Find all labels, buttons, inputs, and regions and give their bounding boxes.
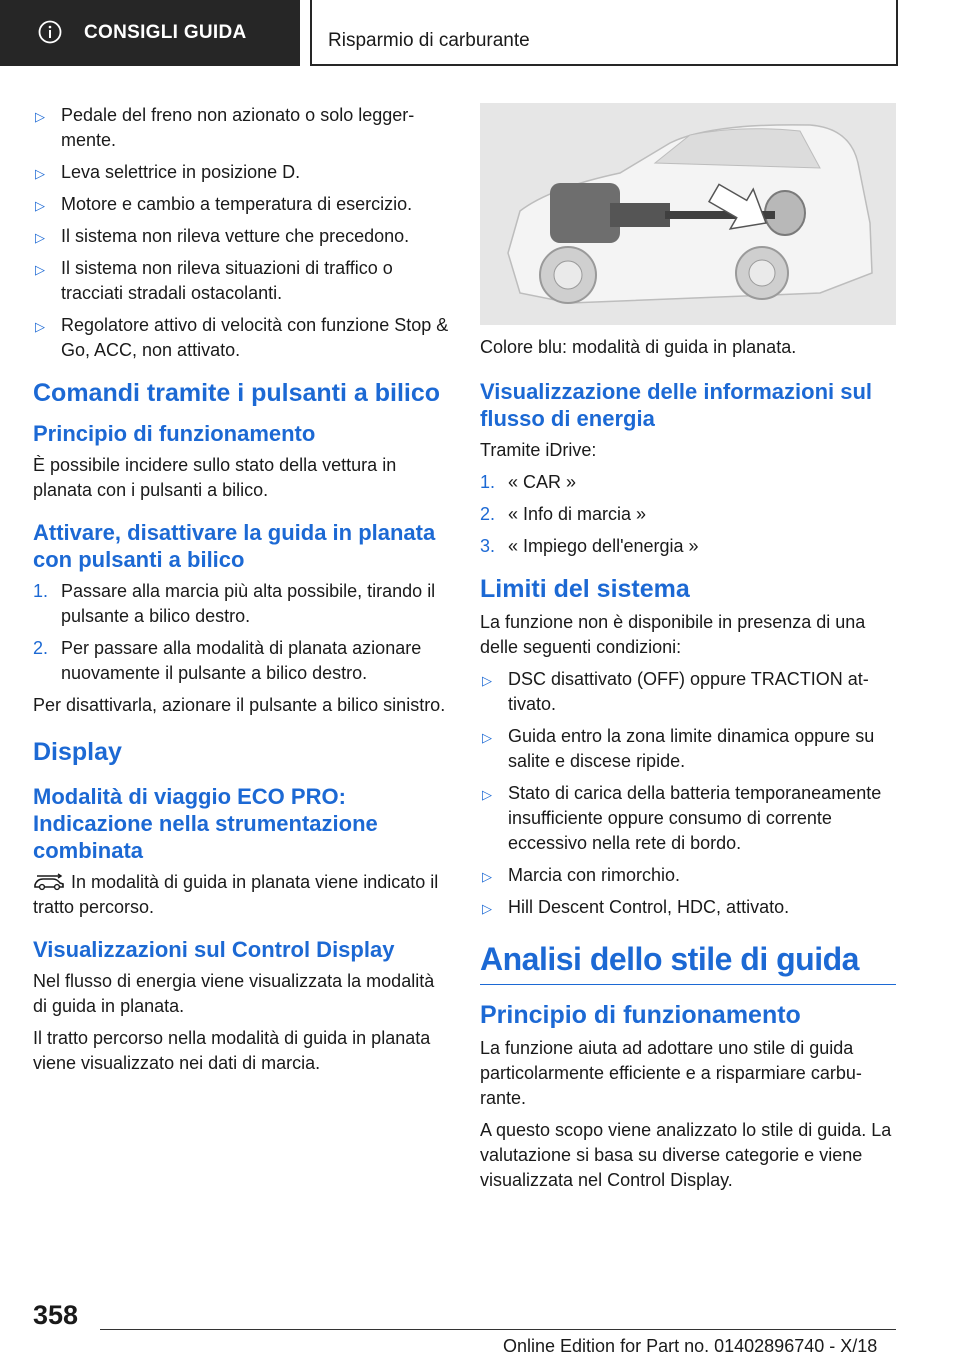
paragraph-aiuta: La funzione aiuta ad adottare uno stile di guida particolarmente efficiente e a risparmiare carburante.: [480, 1038, 862, 1108]
paragraph-flusso: Nel flusso di energia viene visualizzata la modalità di guida in planata.: [33, 971, 435, 1016]
list-item: 2. « Info di marcia »: [480, 504, 647, 524]
triangle-bullet-icon: ▷: [35, 319, 45, 334]
list-item: ▷ Regolatore attivo di velocità con funzione Stop & Go, ACC, non attivato.: [35, 315, 449, 360]
page-header: [0, 0, 960, 68]
limits-list: [480, 667, 896, 920]
chapter-tab: [310, 0, 898, 66]
heading-attivare: Attivare, disattivare la guida in planata con pulsanti a bilico: [33, 520, 436, 572]
info-icon: [38, 20, 62, 44]
list-item: ▷ Motore e cambio a temperatura di esercizio.: [33, 192, 451, 217]
paragraph-scopo: A questo scopo viene analizzato lo stile di guida. La valutazione si basa su diverse categorie e viene visualizzata nel Control Display.: [480, 1120, 892, 1190]
triangle-bullet-icon: ▷: [35, 166, 45, 181]
list-item: ▷ Guida entro la zona limite dinamica oppure su salite e discese ripide.: [482, 726, 875, 771]
triangle-bullet-icon: ▷: [35, 109, 45, 124]
triangle-bullet-icon: ▷: [35, 198, 45, 213]
heading-analisi: Analisi dello stile di guida: [480, 940, 896, 985]
car-illustration-image: [480, 103, 896, 325]
paragraph-tramite: Tramite iDrive:: [480, 440, 597, 460]
list-item: 1. Passare alla marcia più alta possibile, tirando il pulsante a bilico destro.: [33, 581, 436, 626]
heading-comandi: Comandi tramite i pulsanti a bilico: [33, 379, 441, 407]
list-item: ▷ Hill Descent Control, HDC, attivato.: [480, 895, 896, 920]
chapter-title: Risparmio di carburante: [328, 30, 530, 51]
list-item: ▷ Il sistema non rileva situazioni di traffico o tracciati stradali ostacolanti.: [35, 258, 393, 303]
list-item: 3. « Impiego dell'energia »: [480, 536, 699, 556]
conditions-list: [33, 103, 451, 363]
heading-principio-2: Principio di funzionamento: [480, 1001, 801, 1029]
triangle-bullet-icon: ▷: [482, 869, 492, 884]
car-drivetrain-illustration: [480, 103, 896, 325]
paragraph-principio: È possibile incidere sullo stato della vettura in planata con i pulsanti a bilico.: [33, 455, 397, 500]
list-item: ▷ Il sistema non rileva vetture che precedono.: [33, 224, 451, 249]
heading-visualizzazioni: Visualizzazioni sul Control Display: [33, 937, 395, 962]
paragraph-limiti: La funzione non è disponibile in presenza di una delle seguenti condizioni:: [480, 612, 866, 657]
page-number: 358: [33, 1300, 79, 1330]
steps-idrive: [480, 470, 896, 559]
right-column: [480, 103, 896, 1200]
triangle-bullet-icon: ▷: [482, 787, 492, 802]
footer-edition: Online Edition for Part no. 01402896740 - X/18: [503, 1336, 878, 1356]
heading-display: Display: [33, 738, 122, 766]
footer-divider: [100, 1329, 896, 1330]
paragraph-modalita: In modalità di guida in planata viene indicato il tratto percorso.: [33, 872, 439, 917]
steps-attivare: [33, 579, 451, 686]
triangle-bullet-icon: ▷: [482, 673, 492, 688]
list-item: ▷ Marcia con rimorchio.: [480, 863, 896, 888]
triangle-bullet-icon: ▷: [35, 262, 45, 277]
list-item: ▷ DSC disattivato (OFF) oppure TRACTION attivato.: [482, 669, 869, 714]
paragraph-tratto: Il tratto percorso nella modalità di guida in planata viene visualizzato nei dati di marcia.: [33, 1028, 431, 1073]
list-item: 2. Per passare alla modalità di planata azionare nuovamente il pulsante a bilico destro.: [33, 638, 422, 683]
figure-caption: Colore blu: modalità di guida in planata.: [480, 337, 797, 357]
list-item: 1. « CAR »: [480, 472, 577, 492]
heading-visualizzazione-flusso: Visualizzazione delle informazioni sul flusso di energia: [480, 379, 873, 431]
left-column: [33, 103, 451, 1083]
triangle-bullet-icon: ▷: [482, 901, 492, 916]
triangle-bullet-icon: ▷: [482, 730, 492, 745]
coasting-car-icon: [33, 873, 65, 891]
section-label: CONSIGLI GUIDA: [84, 22, 247, 43]
heading-modalita: Modalità di viaggio ECO PRO: Indicazione nella strumentazione combinata: [33, 784, 378, 863]
heading-limiti: Limiti del sistema: [480, 575, 690, 603]
triangle-bullet-icon: ▷: [35, 230, 45, 245]
paragraph-disattivarla: Per disattivarla, azionare il pulsante a bilico sinistro.: [33, 695, 446, 715]
list-item: ▷ Stato di carica della batteria temporaneamente insufficiente oppure consumo di corrente eccessivo nella rete di bordo.: [482, 783, 882, 853]
list-item: ▷ Pedale del freno non azionato o solo leggermente.: [35, 105, 415, 150]
heading-principio: Principio di funzionamento: [33, 421, 316, 446]
list-item: ▷ Leva selettrice in posizione D.: [33, 160, 451, 185]
section-tab: [0, 0, 300, 66]
